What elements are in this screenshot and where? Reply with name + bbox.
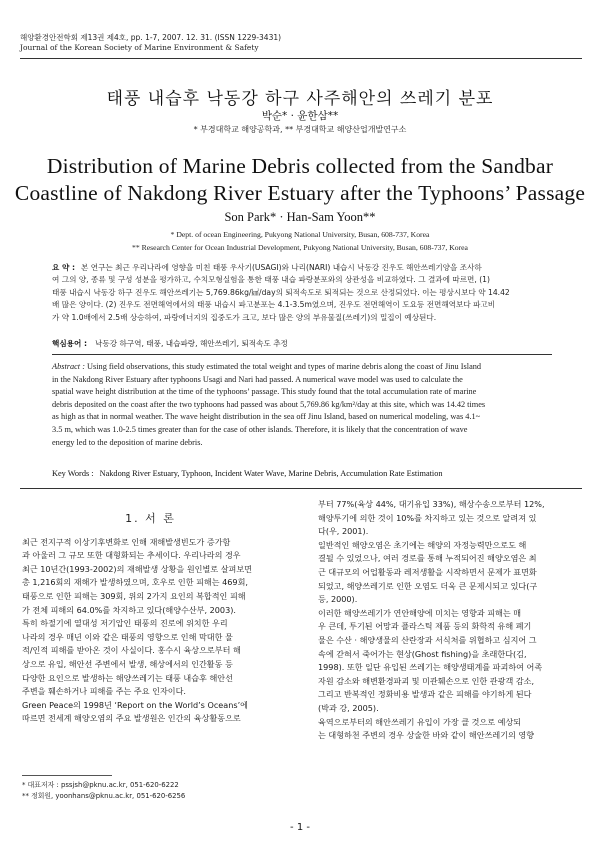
- body-line: 나라의 경우 매년 이와 같은 태풍의 영향으로 인해 막대한 물: [22, 631, 233, 642]
- abstract-english-line: 3.5 m, which was 1.0-2.5 times greater than for the case of other islands. Therefore, it is likely that the concentration of wave: [52, 424, 468, 434]
- abstract-english-line: as high as that in normal weather. The wave height distribution in the sea off Jinu Island, based on numerical modeling, was 4.1~: [52, 412, 481, 422]
- footnote-rule: [22, 775, 112, 776]
- keywords-korean: [52, 338, 288, 349]
- abstract-english: [52, 361, 552, 449]
- title-korean: 태풍 내습후 낙동강 하구 사주해안의 쓰레기 분포: [106, 89, 494, 109]
- body-line: (박과 강, 2005).: [318, 702, 379, 713]
- abstract-korean-line: 태풍 내습시 낙동강 하구 진우도 해안쓰레기는 5,769.86kg/㎢/day의 퇴적속도로 퇴적되는 것으로 산정되었다. 이는 평상시보다 약 14.42: [52, 287, 510, 297]
- body-line: 우 큰데, 투기된 어망과 플라스틱 제품 등의 화학적 유해 폐기: [318, 621, 532, 632]
- abstract-korean-line: 본 연구는 최근 우리나라에 영향을 미친 태풍 우사기(USAGI)와 나리(NARI) 내습시 낙동강 진우도 해안쓰레기양을 조사하: [81, 263, 482, 272]
- body-line: 육역으로부터의 해안쓰레기 유입이 가장 클 것으로 예상되: [318, 716, 522, 727]
- abstract-korean-line: 가 약 1.0배에서 2.5배 상승하여, 파랑에너지의 집중도가 크고, 보다 많은 양의 부유물질(쓰레기)의 밀집이 예상된다.: [52, 312, 437, 322]
- body-line: 는 대형하천 주변의 경우 상술한 바와 같이 해안쓰레기의 영향: [318, 730, 535, 741]
- body-line: Green Peace의 1998년 ‘Report on the World’s Oceans’에: [22, 699, 248, 710]
- abstract-korean: [52, 262, 552, 324]
- body-line: 일반적인 해양오염은 초기에는 해양의 자정능력만으로도 해: [318, 539, 527, 550]
- authors-korean: 박순* · 윤한삼**: [261, 110, 339, 122]
- title-english-line-2: Coastline of Nakdong River Estuary after the Typhoons’ Passage: [14, 181, 586, 205]
- section-heading-introduction: 1. 서 론: [125, 512, 176, 525]
- abstract-english-line: in the Nakdong River Estuary after typhoons Usagi and Nari had passed. A numerical wave model was used to calculate the: [52, 374, 463, 384]
- body-line: 1998). 또한 일단 유입된 쓰레기는 해양생태계를 파괴하여 어족: [318, 662, 543, 673]
- footnote-member: ** 정회원, yoonhans@pknu.ac.kr, 051-620-6256: [22, 792, 186, 800]
- body-divider: [20, 488, 582, 489]
- abstract-divider: [52, 354, 552, 355]
- keywords-korean-label: 핵심용어 :: [52, 339, 88, 348]
- abstract-korean-line: 여 그의 양, 종류 및 구성 성분을 평가하고, 수치모형실험을 통한 태풍 내습 파랑분포와의 상관성을 비교하였다. 그 결과에 따르면, (1): [52, 275, 490, 285]
- abstract-english-line: debris deposited on the coast after the two typhoons had passed was about 5,769.86 kg/km²/day at this site, which was 14.42 times: [52, 399, 486, 409]
- body-column-right: [318, 498, 575, 743]
- keywords-korean-text: 낙동강 하구역, 태풍, 내습파랑, 해안쓰레기, 퇴적속도 추정: [95, 339, 288, 348]
- footnote-corresponding-author: * 대표저자 : pssjsh@pknu.ac.kr, 051-620-6222: [22, 781, 179, 789]
- body-line: 다(우, 2001).: [318, 526, 369, 537]
- journal-citation: 해양환경안전학회 제13권 제4호, pp. 1-7, 2007. 12. 31. (ISSN 1229-3431): [20, 33, 282, 42]
- abstract-english-line: energy led to the deposition of marine debris.: [52, 437, 203, 447]
- affiliation-english-2: ** Research Center for Ocean Industrial Development, Pukyong National University, Busan, 608-737, Korea: [132, 243, 468, 252]
- body-line: 그리고 반복적인 정화비용 발생과 같은 피해를 야기하게 된다: [318, 689, 532, 700]
- body-line: 주변을 훼손하거나 피해를 주는 주요 인자이다.: [22, 686, 186, 697]
- page-number: - 1 -: [290, 822, 310, 833]
- body-line: 근 대규모의 어업활동과 레저생활을 시작하면서 문제가 표면화: [318, 566, 537, 577]
- journal-name: Journal of the Korean Society of Marine Environment & Safety: [20, 43, 259, 52]
- abstract-english-line: Using field observations, this study estimated the total weight and types of marine debris along the coast of Jinu Island: [84, 362, 482, 371]
- body-line: 등, 2000).: [318, 594, 358, 605]
- keywords-english-text: Nakdong River Estuary, Typhoon, Incident Water Wave, Marine Debris, Accumulation Rate Estimation: [99, 469, 443, 478]
- affiliation-english-1: * Dept. of ocean Engineering, Pukyong National University, Busan, 608-737, Korea: [170, 230, 430, 239]
- body-line: 최근 10년간(1993-2002)의 재해발생 상황을 원인별로 살펴보면: [22, 563, 252, 574]
- body-line: 특히 하절기에 열대성 저기압인 태풍의 진로에 위치한 우리: [22, 618, 228, 629]
- body-line: 해양투기에 의한 것이 10%를 차지하고 있는 것으로 알려져 있: [318, 512, 537, 523]
- affiliations-korean: * 부경대학교 해양공학과, ** 부경대학교 해양산업개발연구소: [193, 125, 407, 134]
- abstract-english-label: Abstract :: [52, 362, 85, 371]
- body-line: 되었고, 해양쓰레기로 인한 오염도 더욱 큰 문제시되고 있다(구: [318, 580, 538, 591]
- keywords-english-label: Key Words :: [52, 469, 94, 478]
- keywords-english: [52, 469, 443, 478]
- abstract-korean-line: 배 많은 양이다. (2) 진우도 전면해역에서의 태풍 내습시 파고분포는 4.1-3.5m였으며, 진우도 전면해역이 도요등 전면해역보다 파고비: [52, 300, 496, 310]
- abstract-korean-label: 요 약 :: [52, 263, 75, 272]
- body-line: 자원 감소와 해변환경파괴 및 미관훼손으로 인한 관광객 감소,: [318, 675, 535, 686]
- header-rule: [20, 58, 582, 59]
- body-line: 결될 수 있었으나, 여러 경로를 통해 누적되어진 해양오염은 최: [318, 553, 537, 564]
- body-line: 상으로 유입, 해안선 주변에서 발생, 해상에서의 인간활동 등: [22, 658, 233, 669]
- body-line: 가 전체 피해의 64.0%를 차지하고 있다(해양수산부, 2003).: [22, 604, 236, 615]
- body-line: 부터 77%(육상 44%, 대기유입 33%), 해상수송으로부터 12%,: [318, 499, 545, 509]
- body-line: 다양한 요인으로 발생하는 해양쓰레기는 태풍 내습후 해안선: [22, 672, 233, 683]
- body-column-left: [22, 498, 279, 726]
- body-line: 적/인적 피해를 받아온 것이 사실이다. 홍수시 육상으로부터 해: [22, 645, 241, 656]
- footnotes: [22, 780, 279, 802]
- authors-english: Son Park* · Han-Sam Yoon**: [224, 210, 376, 224]
- body-line: 최근 전지구적 이상기후변화로 인해 재해발생빈도가 증가함: [22, 536, 231, 547]
- body-line: 속에 갇혀서 죽어가는 현상(Ghost fishing)을 초래한다(김,: [318, 648, 527, 659]
- body-line: 물은 수산 · 해양생물의 산란장과 서식처를 위협하고 심지어 그: [318, 634, 537, 645]
- body-line: 총 1,216회의 재해가 발생하였으며, 호우로 인한 피해는 469회,: [22, 577, 248, 588]
- body-line: 과 아울러 그 규모 또한 대형화되는 추세이다. 우리나라의 경우: [22, 550, 241, 561]
- abstract-english-line: spatial wave height distribution at the time of the typhoons’ passage. This study found that the total accumulation rate of marine: [52, 387, 477, 397]
- body-line: 이러한 해양쓰레기가 연안해양에 미치는 영향과 피해는 매: [318, 607, 522, 618]
- body-line: 태풍으로 인한 피해는 309회, 위의 2가지 요인의 복합적인 피해: [22, 590, 246, 601]
- body-line: 따르면 전세계 해양오염의 주요 발생원은 인간의 육상활동으로: [22, 713, 241, 724]
- title-english-line-1: Distribution of Marine Debris collected from the Sandbar: [46, 154, 554, 178]
